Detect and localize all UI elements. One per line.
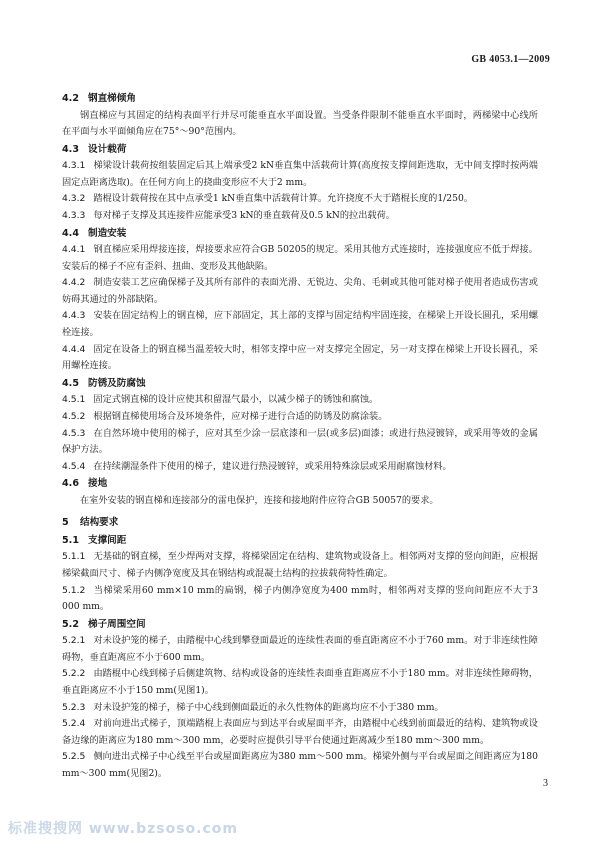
clause-text: 当梯梁采用60 mm×10 mm的扁钢，梯子内侧净宽度为400 mm时，相邻两对支撑的竖向间距应不大于3 000 mm。 [62,584,538,613]
section-number: 5.1 [62,534,79,546]
clause-text: 钢直梯应与其固定的结构表面平行并尽可能垂直水平面设置。当受条件限制不能垂直水平面时，两梯梁中心线所在平面与水平面倾角应在75°～90°范围内。 [62,109,538,138]
section-heading [62,141,538,159]
clause-paragraph [62,208,538,225]
clause-number: 4.5.2 [62,410,86,422]
clause-paragraph [62,666,538,699]
section-heading [62,532,538,550]
clause-text: 踏棍设计载荷按在其中点承受1 kN垂直集中活载荷计算。允许挠度不大于踏棍长度的1/250。 [93,193,473,205]
clause-number: 4.3.3 [62,209,86,221]
clause-text: 固定式钢直梯的设计应使其积留湿气最小，以减少梯子的锈蚀和腐蚀。 [93,394,379,406]
clause-number: 5.2.1 [62,635,86,647]
section-number: 5.2 [62,618,79,630]
clause-number: 4.4.2 [62,277,86,289]
clause-paragraph [62,749,538,782]
clause-paragraph [62,700,538,717]
section-title: 支撑间距 [88,534,127,546]
clause-paragraph [62,108,538,141]
section-title: 接地 [88,478,108,490]
clause-text: 制造安装工艺应确保梯子及其所有部件的表面光滑、无锐边、尖角、毛刺或其他可能对梯子使用者造成伤害或妨碍其通过的外部缺陷。 [62,277,538,305]
clause-paragraph [62,459,538,476]
page-number: 3 [543,778,548,789]
standard-code: GB 4053.1—2009 [471,54,550,65]
clause-text: 在持续潮湿条件下使用的梯子，建议进行热浸镀锌，或采用特殊涂层或采用耐腐蚀材料。 [93,460,452,472]
clause-paragraph [62,191,538,208]
section-heading [62,225,538,243]
clause-text: 对未设护笼的梯子，梯子中心线到侧面最近的永久性物体的距离均应不小于380 mm。 [93,701,444,713]
clause-text: 钢直梯应采用焊接连接，焊接要求应符合GB 50205的规定。采用其他方式连接时，连接强度应不低于焊接。安装后的梯子不应有歪斜、扭曲、变形及其他缺陷。 [62,244,538,272]
clause-text: 固定在设备上的钢直梯当温差较大时，相邻支撑中应一对支撑完全固定，另一对支撑在梯梁上开设长圆孔，采用螺栓连接。 [62,343,538,372]
clause-number: 5.1.1 [62,551,86,563]
section-heading [62,375,538,393]
clause-number: 4.5.1 [62,394,86,406]
section-number: 4.4 [62,227,79,239]
clause-number: 4.5.3 [62,427,86,439]
clause-text: 在室外安装的钢直梯和连接部分的雷电保护，连接和接地附件应符合GB 50057的要求。 [80,494,439,506]
section-heading [62,90,538,108]
clause-paragraph [62,158,538,191]
clause-number: 4.3.1 [62,160,86,172]
clause-paragraph [62,633,538,666]
clause-text: 无基础的钢直梯，至少焊两对支撑，将梯梁固定在结构、建筑物或设备上。相邻两对支撑的竖向间距，应根据梯梁截面尺寸、梯子内侧净宽度及其在钢结构或混凝土结构的拉拔载荷特性确定。 [62,551,538,579]
clause-paragraph [62,342,538,375]
section-title: 结构要求 [80,517,119,529]
clause-paragraph [62,392,538,409]
clause-paragraph [62,308,538,341]
section-number: 4.6 [62,478,79,490]
clause-text: 由踏棍中心线到梯子后侧建筑物、结构或设备的连续性表面垂直距离应不小于180 mm。对非连续性障碍物，垂直距离应不小于150 mm(见图1)。 [62,668,538,697]
section-title: 制造安装 [88,227,127,239]
clause-paragraph [62,549,538,582]
section-heading [62,616,538,634]
site-watermark: 标准搜搜网 www.bzsoso.com [8,821,238,837]
section-title: 钢直梯倾角 [88,93,136,104]
clause-text: 对前向进出式梯子，顶端踏棍上表面应与到达平台或屋面平齐，由踏棍中心线到前面最近的结构、建筑物或设备边缘的距离应为180 mm～300 mm，必要时应提供引导平台使通过距离减少至180 mm～300 mm。 [62,718,538,746]
clause-paragraph [62,242,538,275]
section-heading [62,475,538,493]
section-number: 4.5 [62,377,79,389]
clause-paragraph [62,716,538,749]
section-heading [62,514,538,532]
clause-number: 5.2.3 [62,701,86,713]
clause-number: 5.2.5 [62,751,86,763]
section-number: 4.2 [62,93,79,104]
clause-paragraph [62,275,538,308]
clause-text: 在自然环境中使用的梯子，应对其至少涂一层底漆和一层(或多层)面漆；或进行热浸镀锌，或采用等效的金属保护方法。 [62,427,538,456]
clause-text: 对未设护笼的梯子，由踏棍中心线到攀登面最近的连续性表面的垂直距离应不小于760 mm。对于非连续性障碍物，垂直距离应不小于600 mm。 [62,635,538,663]
clause-text: 侧向进出式梯子中心线至平台或屋面距离应为380 mm～500 mm。梯梁外侧与平台或屋面之间距离应为180 mm～300 mm(见图2)。 [62,751,538,779]
clause-number: 4.4.1 [62,244,86,256]
section-title: 梯子周围空间 [88,618,146,630]
section-number: 4.3 [62,143,79,155]
clause-number: 4.4.3 [62,310,86,322]
clause-paragraph [62,493,538,510]
clause-text: 每对梯子支撑及其连接件应能承受3 kN的垂直载荷及0.5 kN的拉出载荷。 [93,209,395,221]
clause-text: 安装在固定结构上的钢直梯，应下部固定，其上部的支撑与固定结构牢固连接，在梯梁上开设长圆孔，采用螺栓连接。 [62,310,538,339]
clause-number: 5.1.2 [62,584,86,596]
section-title: 防锈及防腐蚀 [88,377,146,389]
clause-paragraph [62,409,538,426]
document-body [62,90,538,783]
clause-number: 4.5.4 [62,460,86,472]
clause-number: 5.2.2 [62,668,86,680]
section-number: 5 [62,517,69,529]
clause-number: 4.4.4 [62,343,86,355]
section-title: 设计载荷 [88,143,127,155]
clause-number: 4.3.2 [62,193,86,205]
clause-paragraph [62,426,538,459]
clause-paragraph [62,583,538,616]
clause-text: 梯梁设计载荷按组装固定后其上端承受2 kN垂直集中活载荷计算(高度按支撑间距选取，无中间支撑时按两端固定点距离选取)。在任何方向上的挠曲变形应不大于2 mm。 [62,160,538,188]
clause-number: 5.2.4 [62,718,86,730]
clause-text: 根据钢直梯使用场合及环境条件，应对梯子进行合适的防锈及防腐涂装。 [93,410,388,422]
